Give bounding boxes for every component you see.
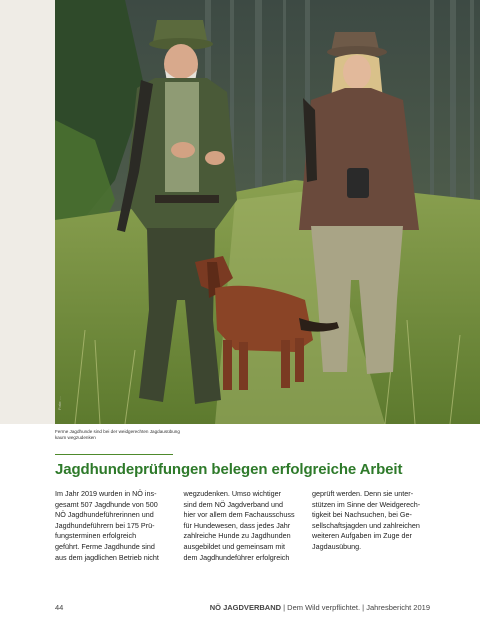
footer-brand: NÖ JAGDVERBAND xyxy=(209,603,282,612)
footer-branding xyxy=(210,603,430,613)
body-column-1: Im Jahr 2019 wurden in NÖ ins- gesamt 507 Jagdhunde von 500 NÖ Jagdhundeführerinnen und Jagdhundeführern bei 175 Prü- fungsterminen erfolgreich geführt. Ferme Jagdhunde sind aus dem jagdlichen Betrieb nicht xyxy=(55,489,159,562)
article-headline: Jagdhundeprüfungen belegen erfolgreiche Arbeit xyxy=(55,461,403,478)
body-columns xyxy=(55,489,430,563)
body-column-2: wegzudenken. Umso wichtiger sind dem NÖ Jagdverband und hier vor allem dem Fachausschuss für Hundewesen, dass jedes Jahr zahlreiche Hunde zu Jagdhunden ausgebildet und gemeinsam mit dem Jagdhundeführer erfolgreich xyxy=(183,489,295,562)
section-rule xyxy=(55,454,173,455)
body-column-3: geprüft werden. Denn sie unter- stützen im Sinne der Weidgerech- tigkeit bei Nachsuchen, bei Ge- sellschaftsjagden und zahlreichen weiteren Aufgaben im Zuge der Jagdausübung. xyxy=(312,489,421,551)
hunters-photo xyxy=(55,0,480,424)
footer-tagline: | Dem Wild verpflichtet. | Jahresbericht 2019 xyxy=(281,603,430,612)
photo-caption: Ferme Jagdhunde sind bei der weidgerechten Jagdausübung kaum wegzudenken xyxy=(55,429,180,440)
page-number: 44 xyxy=(55,603,64,612)
side-strip xyxy=(0,0,55,424)
photo-credit: Foto: ... xyxy=(57,396,62,410)
page-footer xyxy=(55,603,430,613)
